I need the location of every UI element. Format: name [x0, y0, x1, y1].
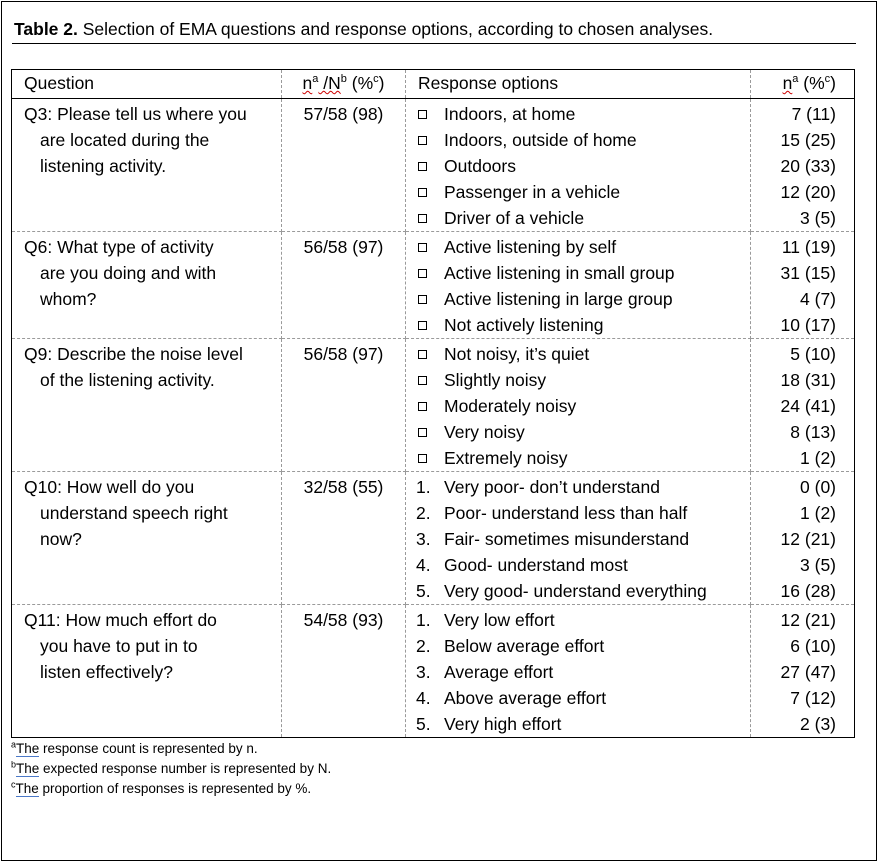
response-count-list — [751, 339, 854, 471]
question-line: listening activity. — [40, 156, 167, 176]
response-count: 7 (12) — [790, 688, 836, 708]
response-count-list — [751, 472, 854, 604]
option-label: Average effort — [444, 662, 554, 682]
response-count-list — [751, 232, 854, 338]
question-line: you have to put in to — [40, 636, 198, 656]
question-text — [24, 339, 281, 393]
response-ratio: 57/58 (98) — [303, 104, 384, 124]
option-label: Indoors, outside of home — [444, 130, 637, 150]
question-line: listen effectively? — [40, 662, 173, 682]
response-count: 16 (28) — [780, 581, 836, 601]
question-text — [24, 232, 281, 312]
response-ratio: 32/58 (55) — [303, 477, 384, 497]
response-option — [416, 633, 750, 659]
option-number: 2. — [416, 503, 431, 523]
footnote-lead: The — [16, 761, 40, 776]
option-label: Good- understand most — [444, 555, 628, 575]
response-option — [416, 685, 750, 711]
table-figure — [1, 1, 877, 861]
checkbox-square-icon — [418, 321, 427, 330]
question-line: understand speech right — [40, 503, 228, 523]
question-cell — [12, 99, 282, 232]
question-line: Q3: Please tell us where you — [24, 104, 247, 124]
response-option — [416, 393, 750, 419]
caption-text: Selection of EMA questions and response options, according to chosen analyses. — [82, 19, 714, 39]
footnote — [11, 781, 311, 796]
checkbox-icon — [416, 153, 444, 179]
response-count: 1 (2) — [800, 503, 836, 523]
footnote-marker: a — [11, 739, 17, 750]
option-label: Very good- understand everything — [444, 581, 707, 601]
footnote — [11, 741, 258, 756]
response-count: 27 (47) — [780, 662, 836, 682]
option-label: Slightly noisy — [444, 370, 547, 390]
footnote-text: expected response number is represented by N. — [39, 761, 332, 776]
option-number: 5. — [416, 581, 431, 601]
checkbox-icon — [416, 445, 444, 471]
question-line: Q6: What type of activity — [24, 237, 214, 257]
response-count-cell — [751, 339, 855, 472]
header-count: $n^a$ (%$^c$) — [751, 70, 855, 99]
response-options-list — [406, 99, 750, 231]
option-label: Extremely noisy — [444, 448, 568, 468]
footnote-text: response count is represented by n. — [39, 741, 258, 756]
response-option — [416, 153, 750, 179]
header-response-options: Response options — [406, 70, 751, 99]
option-label: Below average effort — [444, 636, 605, 656]
question-line: are you doing and with — [40, 263, 217, 283]
response-option — [416, 205, 750, 231]
response-option — [416, 127, 750, 153]
option-label: Very high effort — [444, 714, 562, 734]
checkbox-square-icon — [418, 350, 427, 359]
checkbox-square-icon — [418, 376, 427, 385]
header-ratio: $n^a$ $/N^b$ (%$^c$) — [282, 70, 406, 99]
option-label: Very noisy — [444, 422, 525, 442]
response-options-cell — [406, 232, 751, 339]
checkbox-icon — [416, 286, 444, 312]
response-option — [416, 552, 750, 578]
response-option — [416, 312, 750, 338]
question-cell — [12, 605, 282, 738]
response-count: 18 (31) — [780, 370, 836, 390]
response-count: 3 (5) — [800, 208, 836, 228]
option-label: Indoors, at home — [444, 104, 576, 124]
response-count: 3 (5) — [800, 555, 836, 575]
checkbox-icon — [416, 234, 444, 260]
option-number: 2. — [416, 636, 431, 656]
question-cell — [12, 472, 282, 605]
question-line: now? — [40, 529, 82, 549]
response-ratio: 54/58 (93) — [303, 610, 384, 630]
checkbox-icon — [416, 101, 444, 127]
response-count-cell — [751, 605, 855, 738]
checkbox-icon — [416, 393, 444, 419]
response-count: 2 (3) — [800, 714, 836, 734]
response-option — [416, 101, 750, 127]
question-group-row — [12, 99, 855, 232]
response-count: 4 (7) — [800, 289, 836, 309]
response-count: 24 (41) — [780, 396, 836, 416]
checkbox-square-icon — [418, 136, 427, 145]
response-count: 12 (20) — [780, 182, 836, 202]
response-ratio: 56/58 (97) — [303, 344, 384, 364]
response-option — [416, 367, 750, 393]
option-number: 1. — [416, 477, 431, 497]
response-ratio: 56/58 (97) — [303, 237, 384, 257]
question-cell — [12, 232, 282, 339]
header-row — [12, 70, 855, 99]
checkbox-square-icon — [418, 188, 427, 197]
response-ratio-cell — [282, 99, 406, 232]
checkbox-icon — [416, 367, 444, 393]
footnote-lead: The — [16, 741, 40, 756]
response-count-cell — [751, 99, 855, 232]
table-caption — [14, 19, 713, 40]
option-label: Outdoors — [444, 156, 516, 176]
option-number: 1. — [416, 610, 431, 630]
response-option — [416, 474, 750, 500]
response-option — [416, 578, 750, 604]
checkbox-icon — [416, 260, 444, 286]
header-question: Question — [12, 70, 282, 99]
option-label: Active listening in large group — [444, 289, 673, 309]
response-count: 6 (10) — [790, 636, 836, 656]
table-body — [12, 99, 855, 738]
response-option — [416, 607, 750, 633]
option-number: 3. — [416, 662, 431, 682]
response-count: 8 (13) — [790, 422, 836, 442]
ema-table — [11, 69, 855, 738]
response-option — [416, 711, 750, 737]
checkbox-square-icon — [418, 428, 427, 437]
footnote-lead: The — [15, 781, 39, 796]
option-label: Above average effort — [444, 688, 607, 708]
caption-rule — [12, 43, 856, 44]
question-line: Q11: How much effort do — [24, 610, 217, 630]
response-count: 31 (15) — [780, 263, 836, 283]
question-line: Q9: Describe the noise level — [24, 344, 243, 364]
question-cell — [12, 339, 282, 472]
checkbox-icon — [416, 179, 444, 205]
option-label: Passenger in a vehicle — [444, 182, 621, 202]
response-count: 5 (10) — [790, 344, 836, 364]
checkbox-square-icon — [418, 454, 427, 463]
footnote — [11, 761, 331, 776]
option-label: Active listening in small group — [444, 263, 675, 283]
option-number: 5. — [416, 714, 431, 734]
option-label: Moderately noisy — [444, 396, 577, 416]
option-label: Active listening by self — [444, 237, 617, 257]
response-options-list — [406, 232, 750, 338]
response-option — [416, 500, 750, 526]
response-count: 10 (17) — [780, 315, 836, 335]
question-group-row — [12, 472, 855, 605]
option-label: Poor- understand less than half — [444, 503, 688, 523]
response-count: 12 (21) — [780, 610, 836, 630]
option-number: 3. — [416, 529, 431, 549]
option-label: Very low effort — [444, 610, 555, 630]
option-label: Very poor- don’t understand — [444, 477, 660, 497]
response-option — [416, 260, 750, 286]
response-ratio-cell — [282, 232, 406, 339]
question-text — [24, 99, 281, 179]
response-count: 12 (21) — [780, 529, 836, 549]
response-option — [416, 179, 750, 205]
checkbox-icon — [416, 341, 444, 367]
checkbox-square-icon — [418, 402, 427, 411]
response-option — [416, 659, 750, 685]
response-count: 20 (33) — [780, 156, 836, 176]
checkbox-square-icon — [418, 295, 427, 304]
question-text — [24, 472, 281, 552]
response-option — [416, 234, 750, 260]
checkbox-icon — [416, 312, 444, 338]
checkbox-square-icon — [418, 243, 427, 252]
response-option — [416, 419, 750, 445]
option-number: 4. — [416, 688, 431, 708]
response-options-cell — [406, 605, 751, 738]
footnote-marker: b — [11, 759, 17, 770]
question-group-row — [12, 605, 855, 738]
response-options-list — [406, 472, 750, 604]
question-text — [24, 605, 281, 685]
option-number: 4. — [416, 555, 431, 575]
response-options-cell — [406, 99, 751, 232]
response-options-list — [406, 605, 750, 737]
response-options-list — [406, 339, 750, 471]
response-count: 7 (11) — [791, 104, 836, 124]
response-option — [416, 341, 750, 367]
response-count-list — [751, 605, 854, 737]
question-group-row — [12, 339, 855, 472]
response-ratio-cell — [282, 605, 406, 738]
response-count: 11 (19) — [781, 237, 836, 257]
option-label: Not noisy, it’s quiet — [444, 344, 590, 364]
checkbox-square-icon — [418, 214, 427, 223]
response-options-cell — [406, 339, 751, 472]
caption-label: Table 2. — [14, 19, 78, 39]
question-line: whom? — [40, 289, 97, 309]
response-option — [416, 526, 750, 552]
response-ratio-cell — [282, 472, 406, 605]
checkbox-icon — [416, 127, 444, 153]
response-options-cell — [406, 472, 751, 605]
response-count-list — [751, 99, 854, 231]
response-ratio-cell — [282, 339, 406, 472]
footnote-marker: c — [11, 779, 16, 790]
footnote-text: proportion of responses is represented by %. — [38, 781, 312, 796]
question-group-row — [12, 232, 855, 339]
checkbox-square-icon — [418, 110, 427, 119]
option-label: Not actively listening — [444, 315, 604, 335]
response-count-cell — [751, 472, 855, 605]
checkbox-icon — [416, 419, 444, 445]
response-count: 1 (2) — [800, 448, 836, 468]
checkbox-square-icon — [418, 269, 427, 278]
response-option — [416, 286, 750, 312]
option-label: Fair- sometimes misunderstand — [444, 529, 690, 549]
response-count: 15 (25) — [780, 130, 836, 150]
question-line: are located during the — [40, 130, 210, 150]
response-option — [416, 445, 750, 471]
question-line: of the listening activity. — [40, 370, 215, 390]
checkbox-icon — [416, 205, 444, 231]
checkbox-square-icon — [418, 162, 427, 171]
option-label: Driver of a vehicle — [444, 208, 585, 228]
question-line: Q10: How well do you — [24, 477, 195, 497]
response-count-cell — [751, 232, 855, 339]
response-count: 0 (0) — [800, 477, 836, 497]
